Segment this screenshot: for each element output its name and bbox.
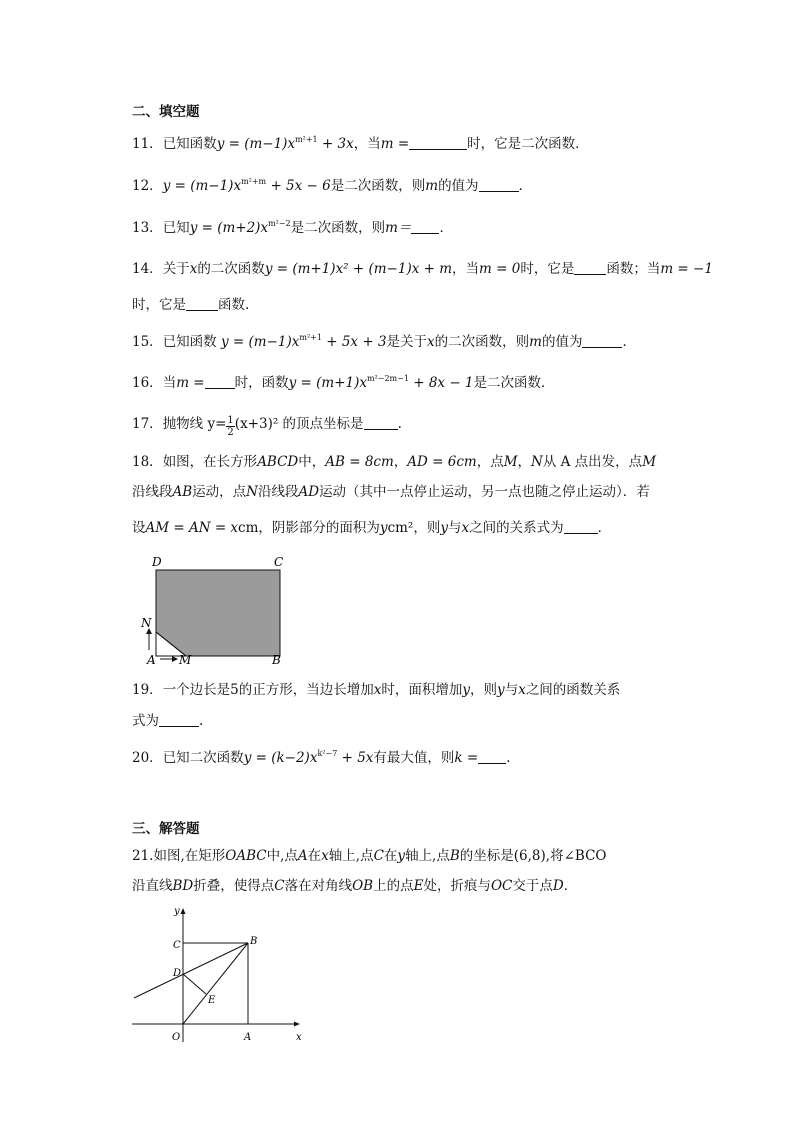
label-a: A (147, 653, 156, 667)
question-17: 17．抛物线 y= $\frac{1}{2}$ (x+3)² 的顶点坐标是 . (132, 415, 402, 438)
answer-blank[interactable] (564, 519, 598, 534)
fraction-one-half: $\frac{1}{2}$ (227, 415, 234, 438)
question-14-line-2: 时，它是 函数. (132, 297, 250, 313)
label-m: M (179, 653, 192, 667)
question-20: 20．已知二次函数$y = (k-2)x^{k^2-7} + 5x$有最大值，则k = ． (132, 749, 520, 766)
coordinate-figure (128, 902, 318, 1046)
answer-blank[interactable] (364, 415, 398, 430)
label-y: y (174, 906, 180, 917)
label-d: D (152, 555, 162, 569)
question-19: 19．一个边长是5的正方形，当边长增加x时，面积增加y，则y与x之间的函数关系 (132, 682, 621, 698)
answer-blank[interactable] (411, 219, 439, 234)
arrowhead-m (172, 656, 178, 662)
question-15: 15．已知函数 $y = (m-1)x^{m^2+1} + 5x + 3$是关于x的二次函数，则m的值为 ． (132, 333, 636, 350)
y-axis-arrow (181, 908, 186, 914)
question-16: 16．当m = 时，函数$y = (m+1)x^{m^2-2m-1} + 8x - 1$是二次函数． (132, 374, 555, 391)
label-e: E (208, 995, 216, 1006)
question-14: 14．关于x的二次函数y = (m+1)x² + (m−1)x + m，当m = 0时，它是 函数；当m = −1 (132, 261, 713, 277)
diagonal-ob (183, 943, 248, 1024)
label-b: B (250, 936, 258, 947)
label-c: C (274, 555, 284, 569)
label-b: B (272, 653, 281, 667)
x-axis-arrow (294, 1022, 300, 1027)
label-a: A (244, 1032, 252, 1043)
rectangle-figure (140, 552, 290, 670)
answer-blank[interactable] (582, 333, 622, 348)
answer-blank[interactable] (479, 177, 519, 192)
section-heading-fill-in: 二、填空题 (132, 104, 200, 120)
answer-blank[interactable] (186, 296, 218, 311)
question-21-line-2: 沿直线BD折叠，使得点C落在对角线OB上的点E处，折痕与OC交于点D． (132, 878, 578, 894)
answer-blank[interactable] (205, 374, 235, 389)
question-12: 12．$y = (m-1)x^{m^2+m} + 5x - 6$是二次函数，则m的值为 ． (132, 177, 533, 194)
answer-blank[interactable] (574, 260, 606, 275)
fold-line-bd (134, 943, 248, 998)
question-18: 18．如图，在长方形ABCD中，AB = 8cm，AD = 6cm，点M，N从 A 点出发，点M (132, 454, 657, 470)
label-n: N (141, 616, 152, 630)
question-18-line-3: 设AM = AN = xcm，阴影部分的面积为ycm²，则y与x之间的关系式为 ． (132, 520, 612, 536)
section-heading-answer: 三、解答题 (132, 821, 200, 837)
answer-blank[interactable] (409, 135, 467, 150)
label-o: O (172, 1032, 181, 1043)
question-18-line-2: 沿线段AB运动，点N沿线段AD运动（其中一点停止运动，另一点也随之停止运动）．若 (132, 484, 650, 500)
question-19-line-2: 式为 . (132, 713, 204, 729)
label-x: x (296, 1032, 302, 1043)
segment-de (183, 974, 206, 994)
question-13: 13．已知$y = (m+2)x^{m^2-2}$是二次函数，则m＝ ． (132, 219, 453, 236)
label-c: C (173, 940, 181, 951)
shaded-region (156, 570, 280, 656)
question-21: 21.如图,在矩形OABC中,点A在x轴上,点C在y轴上,点B的坐标是(6,8),将∠BCO (132, 848, 607, 864)
question-11: 11．已知函数$y = (m-1)x^{m^2+1} + 3x$，当m = 时，它是二次函数． (132, 135, 589, 152)
label-d: D (173, 968, 182, 979)
answer-blank[interactable] (159, 712, 199, 727)
answer-blank[interactable] (478, 749, 506, 764)
